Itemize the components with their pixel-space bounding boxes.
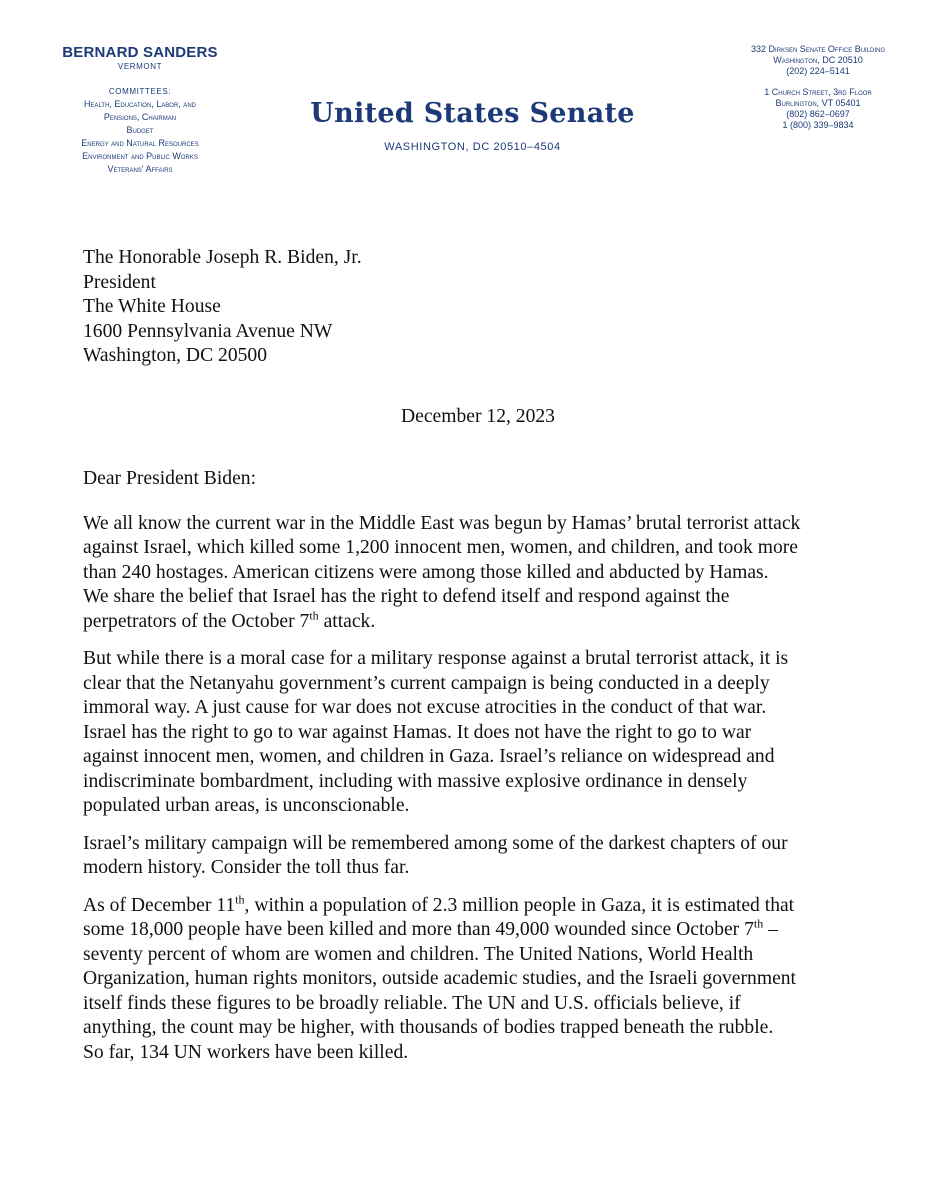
text-line	[83, 607, 913, 635]
ordinal-suffix: th	[753, 916, 764, 931]
committee-item: Budget	[126, 125, 154, 135]
letterhead-center	[300, 98, 645, 153]
recipient-line: 1600 Pennsylvania Avenue NW	[83, 320, 333, 342]
text-line: modern history. Consider the toll thus far.	[83, 857, 410, 878]
text-line: populated urban areas, is unconscionable.	[83, 795, 410, 816]
dc-office-address	[723, 44, 913, 77]
text-line: indiscriminate bombardment, including with massive explosive ordinance in densely	[83, 770, 748, 792]
text-line: But while there is a moral case for a military response against a brutal terrorist attack, it is	[83, 648, 789, 669]
committee-item: Environment and Public Works	[82, 151, 198, 161]
text-line: clear that the Netanyahu government’s current campaign is being conducted in a deeply	[83, 672, 770, 694]
letterhead-right	[723, 44, 913, 131]
text-line: anything, the count may be higher, with thousands of bodies trapped beneath the rubble.	[83, 1017, 774, 1038]
text-line: immoral way. A just cause for war does not excuse atrocities in the conduct of that war.	[83, 697, 767, 718]
ordinal-suffix: th	[235, 891, 245, 906]
text-line	[83, 918, 913, 943]
committee-item: Veterans' Affairs	[107, 164, 173, 174]
text-line: against Israel, which killed some 1,200 innocent men, women, and children, and took more	[83, 537, 798, 558]
address-line: Burlington, VT 05401	[775, 98, 861, 108]
text-span: some 18,000 people have been killed and more than 49,000 wounded since October 7	[83, 919, 754, 940]
committee-item: Energy and Natural Resources	[81, 138, 199, 148]
text-line: Israel’s military campaign will be remembered among some of the darkest chapters of our	[83, 832, 788, 854]
address-line: 1 (800) 339–9834	[782, 120, 854, 130]
recipient-line: President	[83, 271, 156, 293]
senator-state: VERMONT	[117, 62, 163, 71]
committees-label: COMMITTEES:	[108, 87, 172, 96]
text-line: Israel has the right to go to war against Hamas. It does not have the right to go to war	[83, 721, 752, 743]
text-line: So far, 134 UN workers have been killed.	[83, 1041, 409, 1063]
text-line: itself finds these figures to be broadly reliable. The UN and U.S. officials believe, if	[83, 992, 741, 1014]
committee-item: Health, Education, Labor, and	[84, 99, 196, 109]
address-line: (202) 224–5141	[786, 66, 850, 76]
recipient-line: The White House	[83, 296, 221, 317]
senator-name: BERNARD SANDERS	[62, 44, 218, 61]
senate-city: WASHINGTON, DC 20510–4504	[384, 141, 561, 153]
ordinal-suffix: th	[309, 607, 319, 622]
text-line: than 240 hostages. American citizens were among those killed and abducted by Hamas.	[83, 561, 769, 583]
recipient-address	[83, 246, 913, 369]
text-span: perpetrators of the October 7	[83, 610, 310, 632]
salutation: Dear President Biden:	[83, 468, 257, 489]
recipient-line: Washington, DC 20500	[83, 345, 268, 366]
paragraph-2	[83, 647, 913, 819]
text-line: Organization, human rights monitors, outside academic studies, and the Israeli government	[83, 968, 796, 989]
text-span: As of December 11	[83, 894, 236, 916]
address-line: Washington, DC 20510	[773, 55, 863, 65]
vt-office-address	[723, 87, 913, 131]
text-span: , within a population of 2.3 million people in Gaza, it is estimated that	[244, 894, 795, 916]
text-line: We all know the current war in the Middle East was begun by Hamas’ brutal terrorist attack	[83, 512, 801, 534]
recipient-line: The Honorable Joseph R. Biden, Jr.	[83, 247, 362, 268]
text-line	[83, 891, 913, 919]
text-line: seventy percent of whom are women and children. The United Nations, World Health	[83, 943, 754, 965]
committees-list	[40, 98, 240, 176]
text-span: attack.	[318, 610, 376, 632]
letter-body	[83, 246, 913, 1065]
committee-item: Pensions, Chairman	[103, 112, 177, 122]
senate-title: United States Senate	[310, 98, 635, 129]
paragraph-1	[83, 512, 913, 635]
address-line: 332 Dirksen Senate Office Building	[750, 44, 886, 54]
address-line: (802) 862–0697	[786, 109, 850, 119]
paragraph-4	[83, 891, 913, 1066]
letter-date: December 12, 2023	[401, 405, 555, 427]
text-line: against innocent men, women, and children in Gaza. Israel’s reliance on widespread and	[83, 746, 775, 767]
text-line: We share the belief that Israel has the right to defend itself and respond against the	[83, 586, 730, 607]
text-span: –	[763, 919, 778, 940]
letterhead-left	[40, 44, 240, 176]
paragraph-3	[83, 832, 913, 881]
address-line: 1 Church Street, 3rd Floor	[764, 87, 872, 97]
